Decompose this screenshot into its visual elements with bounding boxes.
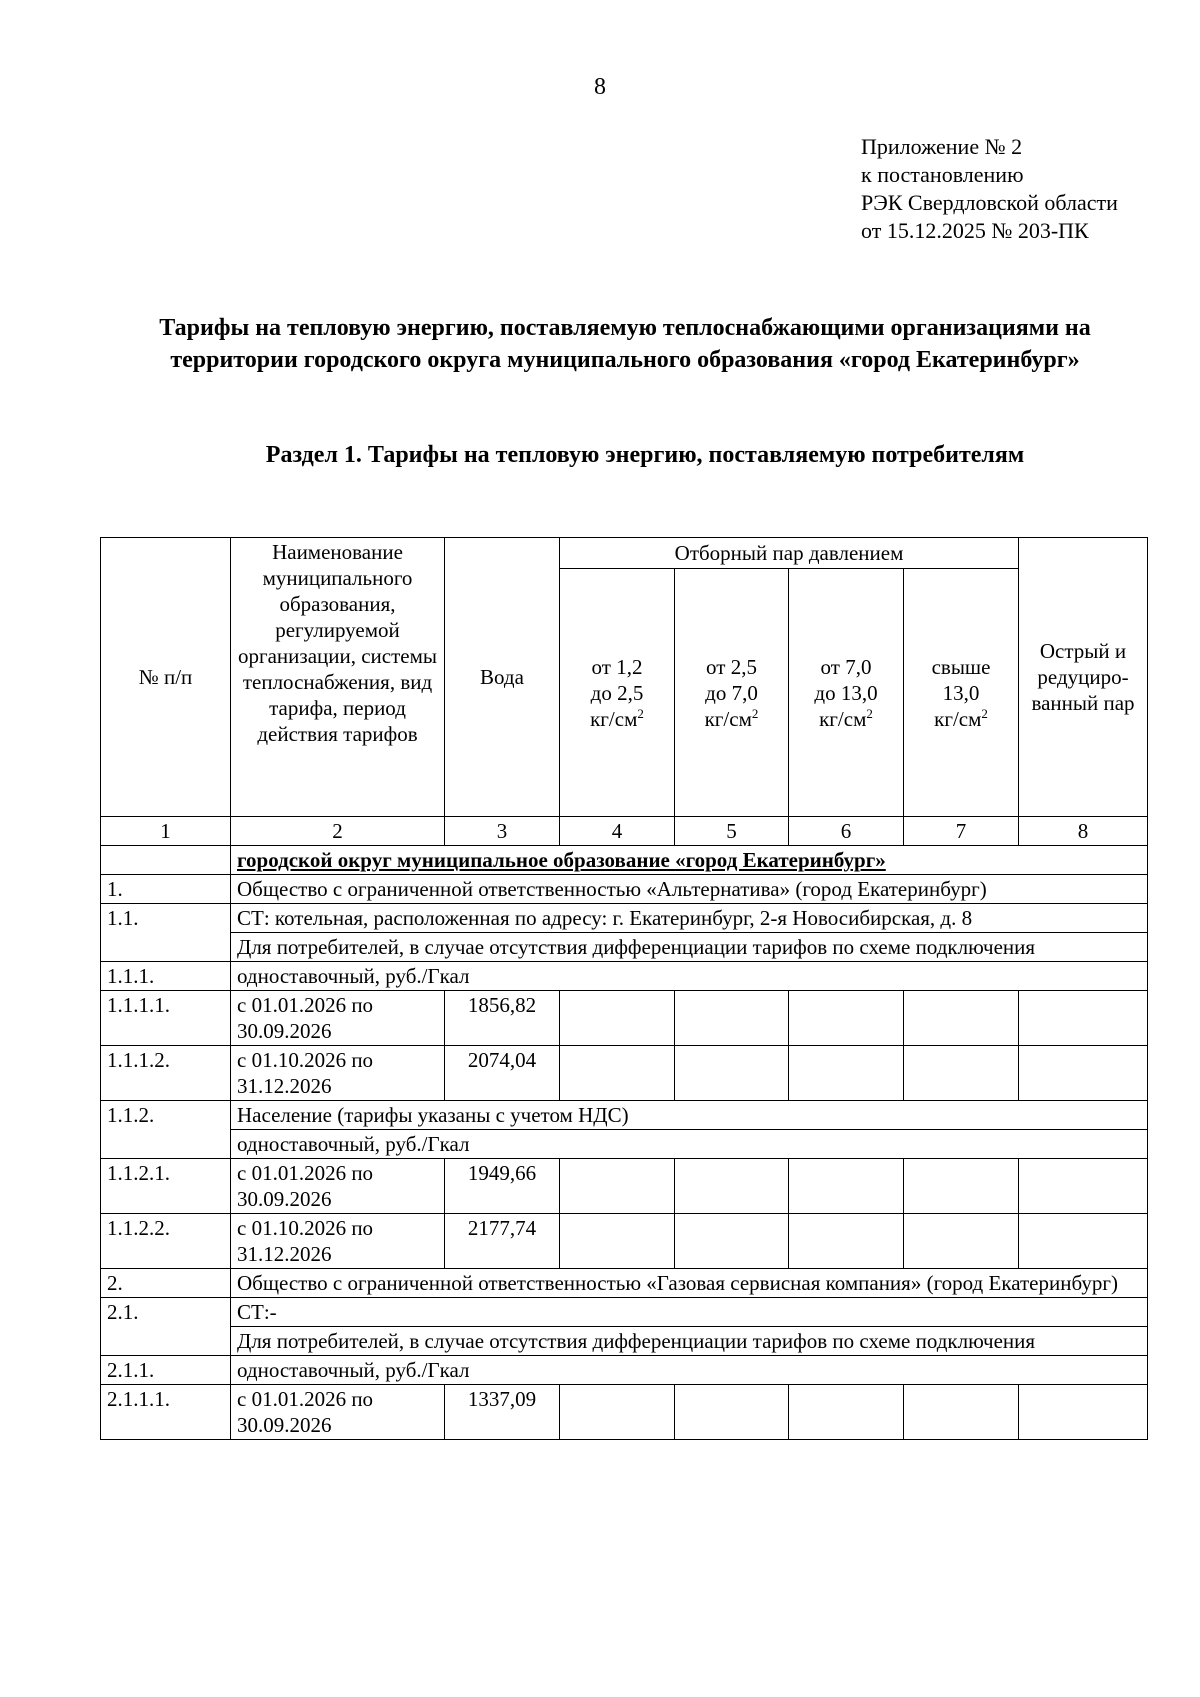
page-number: 8 [594, 74, 606, 100]
tariff-type: одноставочный, руб./Гкал [231, 1356, 1148, 1385]
empty-cell [904, 1046, 1019, 1101]
header-sharp-steam: Острый и редуциро-ванный пар [1019, 538, 1148, 817]
appendix-line-4: от 15.12.2025 № 203-ПК [861, 218, 1089, 243]
row-number: 2.1.1. [101, 1356, 231, 1385]
empty-cell [675, 1214, 789, 1269]
col-number: 5 [675, 817, 789, 846]
unit-text: кг/см [934, 706, 982, 731]
period: с 01.10.2026 по 31.12.2026 [231, 1046, 445, 1101]
header-water: Вода [445, 538, 560, 817]
pressure-4-from: свыше [931, 654, 991, 679]
region-name: городской округ муниципальное образование «город Екатеринбург» [231, 846, 1148, 875]
consumer-group: Для потребителей, в случае отсутствия дифференциации тарифов по схеме подключения [231, 933, 1148, 962]
empty-cell [904, 991, 1019, 1046]
unit-sup: 2 [981, 705, 988, 721]
period: с 01.10.2026 по 31.12.2026 [231, 1214, 445, 1269]
unit-sup: 2 [866, 705, 873, 721]
empty-cell [789, 991, 904, 1046]
empty-cell [675, 1385, 789, 1440]
appendix-note [861, 133, 1118, 245]
unit-sup: 2 [751, 705, 759, 721]
period: с 01.01.2026 по 30.09.2026 [231, 991, 445, 1046]
empty-cell [101, 846, 231, 875]
region-row [101, 846, 1148, 875]
row-number: 1.1.2. [101, 1101, 231, 1159]
table-row [101, 875, 1148, 904]
tariff-table [100, 537, 1148, 1440]
header-pressure-3 [789, 569, 904, 817]
organization-name: Общество с ограниченной ответственностью «Газовая сервисная компания» (город Екатеринбург) [231, 1269, 1148, 1298]
pressure-3-unit [795, 706, 897, 732]
pressure-2-unit [681, 706, 782, 732]
empty-cell [789, 1214, 904, 1269]
pressure-1-unit [566, 706, 668, 732]
header-pressure-1 [560, 569, 675, 817]
pressure-4-unit [910, 706, 1012, 732]
empty-cell [1019, 991, 1148, 1046]
document-title: Тарифы на тепловую энергию, поставляемую теплоснабжающими организациями на территории городского округа муниципального образования «город Екатеринбург» [159, 315, 1091, 373]
row-number: 1.1.2.1. [101, 1159, 231, 1214]
pressure-3-from: от 7,0 [820, 654, 872, 679]
pressure-1-from: от 1,2 [591, 654, 643, 679]
appendix-line-1: Приложение № 2 [861, 134, 1023, 159]
table-row [101, 1298, 1148, 1327]
pressure-2-from: от 2,5 [706, 654, 757, 679]
col-number: 1 [101, 817, 231, 846]
empty-cell [789, 1385, 904, 1440]
pressure-2-to: до 7,0 [705, 680, 758, 705]
pressure-1-to: до 2,5 [590, 680, 644, 705]
empty-cell [1019, 1214, 1148, 1269]
table-row [101, 962, 1148, 991]
empty-cell [904, 1214, 1019, 1269]
empty-cell [904, 1159, 1019, 1214]
empty-cell [560, 1385, 675, 1440]
consumer-group: Для потребителей, в случае отсутствия дифференциации тарифов по схеме подключения [231, 1327, 1148, 1356]
appendix-line-2: к постановлению [861, 162, 1024, 187]
pressure-3-to: до 13,0 [814, 680, 878, 705]
col-number: 4 [560, 817, 675, 846]
empty-cell [675, 1046, 789, 1101]
row-number: 2. [101, 1269, 231, 1298]
header-num: № п/п [101, 538, 231, 817]
row-number: 1.1.1.2. [101, 1046, 231, 1101]
table-row [101, 1356, 1148, 1385]
tariff-type: одноставочный, руб./Гкал [231, 1130, 1148, 1159]
organization-name: Общество с ограниченной ответственностью «Альтернатива» (город Екатеринбург) [231, 875, 1148, 904]
table-row [101, 1101, 1148, 1130]
header-pressure-2 [675, 569, 789, 817]
empty-cell [560, 1159, 675, 1214]
appendix-line-3: РЭК Свердловской области [861, 190, 1118, 215]
row-number: 2.1.1.1. [101, 1385, 231, 1440]
header-pressure-4 [904, 569, 1019, 817]
empty-cell [789, 1046, 904, 1101]
section-title: Раздел 1. Тарифы на тепловую энергию, поставляемую потребителям [265, 442, 1025, 468]
empty-cell [1019, 1046, 1148, 1101]
header-steam-group: Отборный пар давлением [560, 538, 1019, 569]
table-row [101, 1046, 1148, 1101]
water-tariff: 1856,82 [445, 991, 560, 1046]
water-tariff: 2177,74 [445, 1214, 560, 1269]
period: с 01.01.2026 по 30.09.2026 [231, 1385, 445, 1440]
table-row [101, 1214, 1148, 1269]
row-number: 2.1. [101, 1298, 231, 1356]
pressure-4-to: 13,0 [942, 680, 980, 705]
row-number: 1.1.1.1. [101, 991, 231, 1046]
water-tariff: 1949,66 [445, 1159, 560, 1214]
table-row [101, 1269, 1148, 1298]
table-row [101, 1130, 1148, 1159]
table-row [101, 933, 1148, 962]
row-number: 1.1.2.2. [101, 1214, 231, 1269]
water-tariff: 2074,04 [445, 1046, 560, 1101]
table-row [101, 1327, 1148, 1356]
column-numbers-row [101, 817, 1148, 846]
heat-system: СТ:- [231, 1298, 1148, 1327]
table-row [101, 904, 1148, 933]
row-number: 1. [101, 875, 231, 904]
col-number: 6 [789, 817, 904, 846]
period: с 01.01.2026 по 30.09.2026 [231, 1159, 445, 1214]
heat-system: СТ: котельная, расположенная по адресу: г. Екатеринбург, 2-я Новосибирская, д. 8 [231, 904, 1148, 933]
unit-text: кг/см [704, 706, 752, 731]
header-row-1 [101, 538, 1148, 569]
water-tariff: 1337,09 [445, 1385, 560, 1440]
col-number: 2 [231, 817, 445, 846]
row-number: 1.1. [101, 904, 231, 962]
unit-text: кг/см [819, 706, 867, 731]
empty-cell [904, 1385, 1019, 1440]
header-name: Наименование муниципального образования, регулируемой организации, системы теплоснабжения, вид тарифа, период действия тарифов [231, 538, 445, 817]
unit-sup: 2 [637, 705, 644, 721]
empty-cell [1019, 1159, 1148, 1214]
empty-cell [675, 991, 789, 1046]
empty-cell [560, 1046, 675, 1101]
tariff-type: одноставочный, руб./Гкал [231, 962, 1148, 991]
col-number: 7 [904, 817, 1019, 846]
col-number: 8 [1019, 817, 1148, 846]
empty-cell [675, 1159, 789, 1214]
unit-text: кг/см [590, 706, 638, 731]
empty-cell [560, 991, 675, 1046]
table-row [101, 1159, 1148, 1214]
col-number: 3 [445, 817, 560, 846]
table-row [101, 991, 1148, 1046]
row-number: 1.1.1. [101, 962, 231, 991]
empty-cell [1019, 1385, 1148, 1440]
empty-cell [560, 1214, 675, 1269]
consumer-group: Население (тарифы указаны с учетом НДС) [231, 1101, 1148, 1130]
table-row [101, 1385, 1148, 1440]
empty-cell [789, 1159, 904, 1214]
